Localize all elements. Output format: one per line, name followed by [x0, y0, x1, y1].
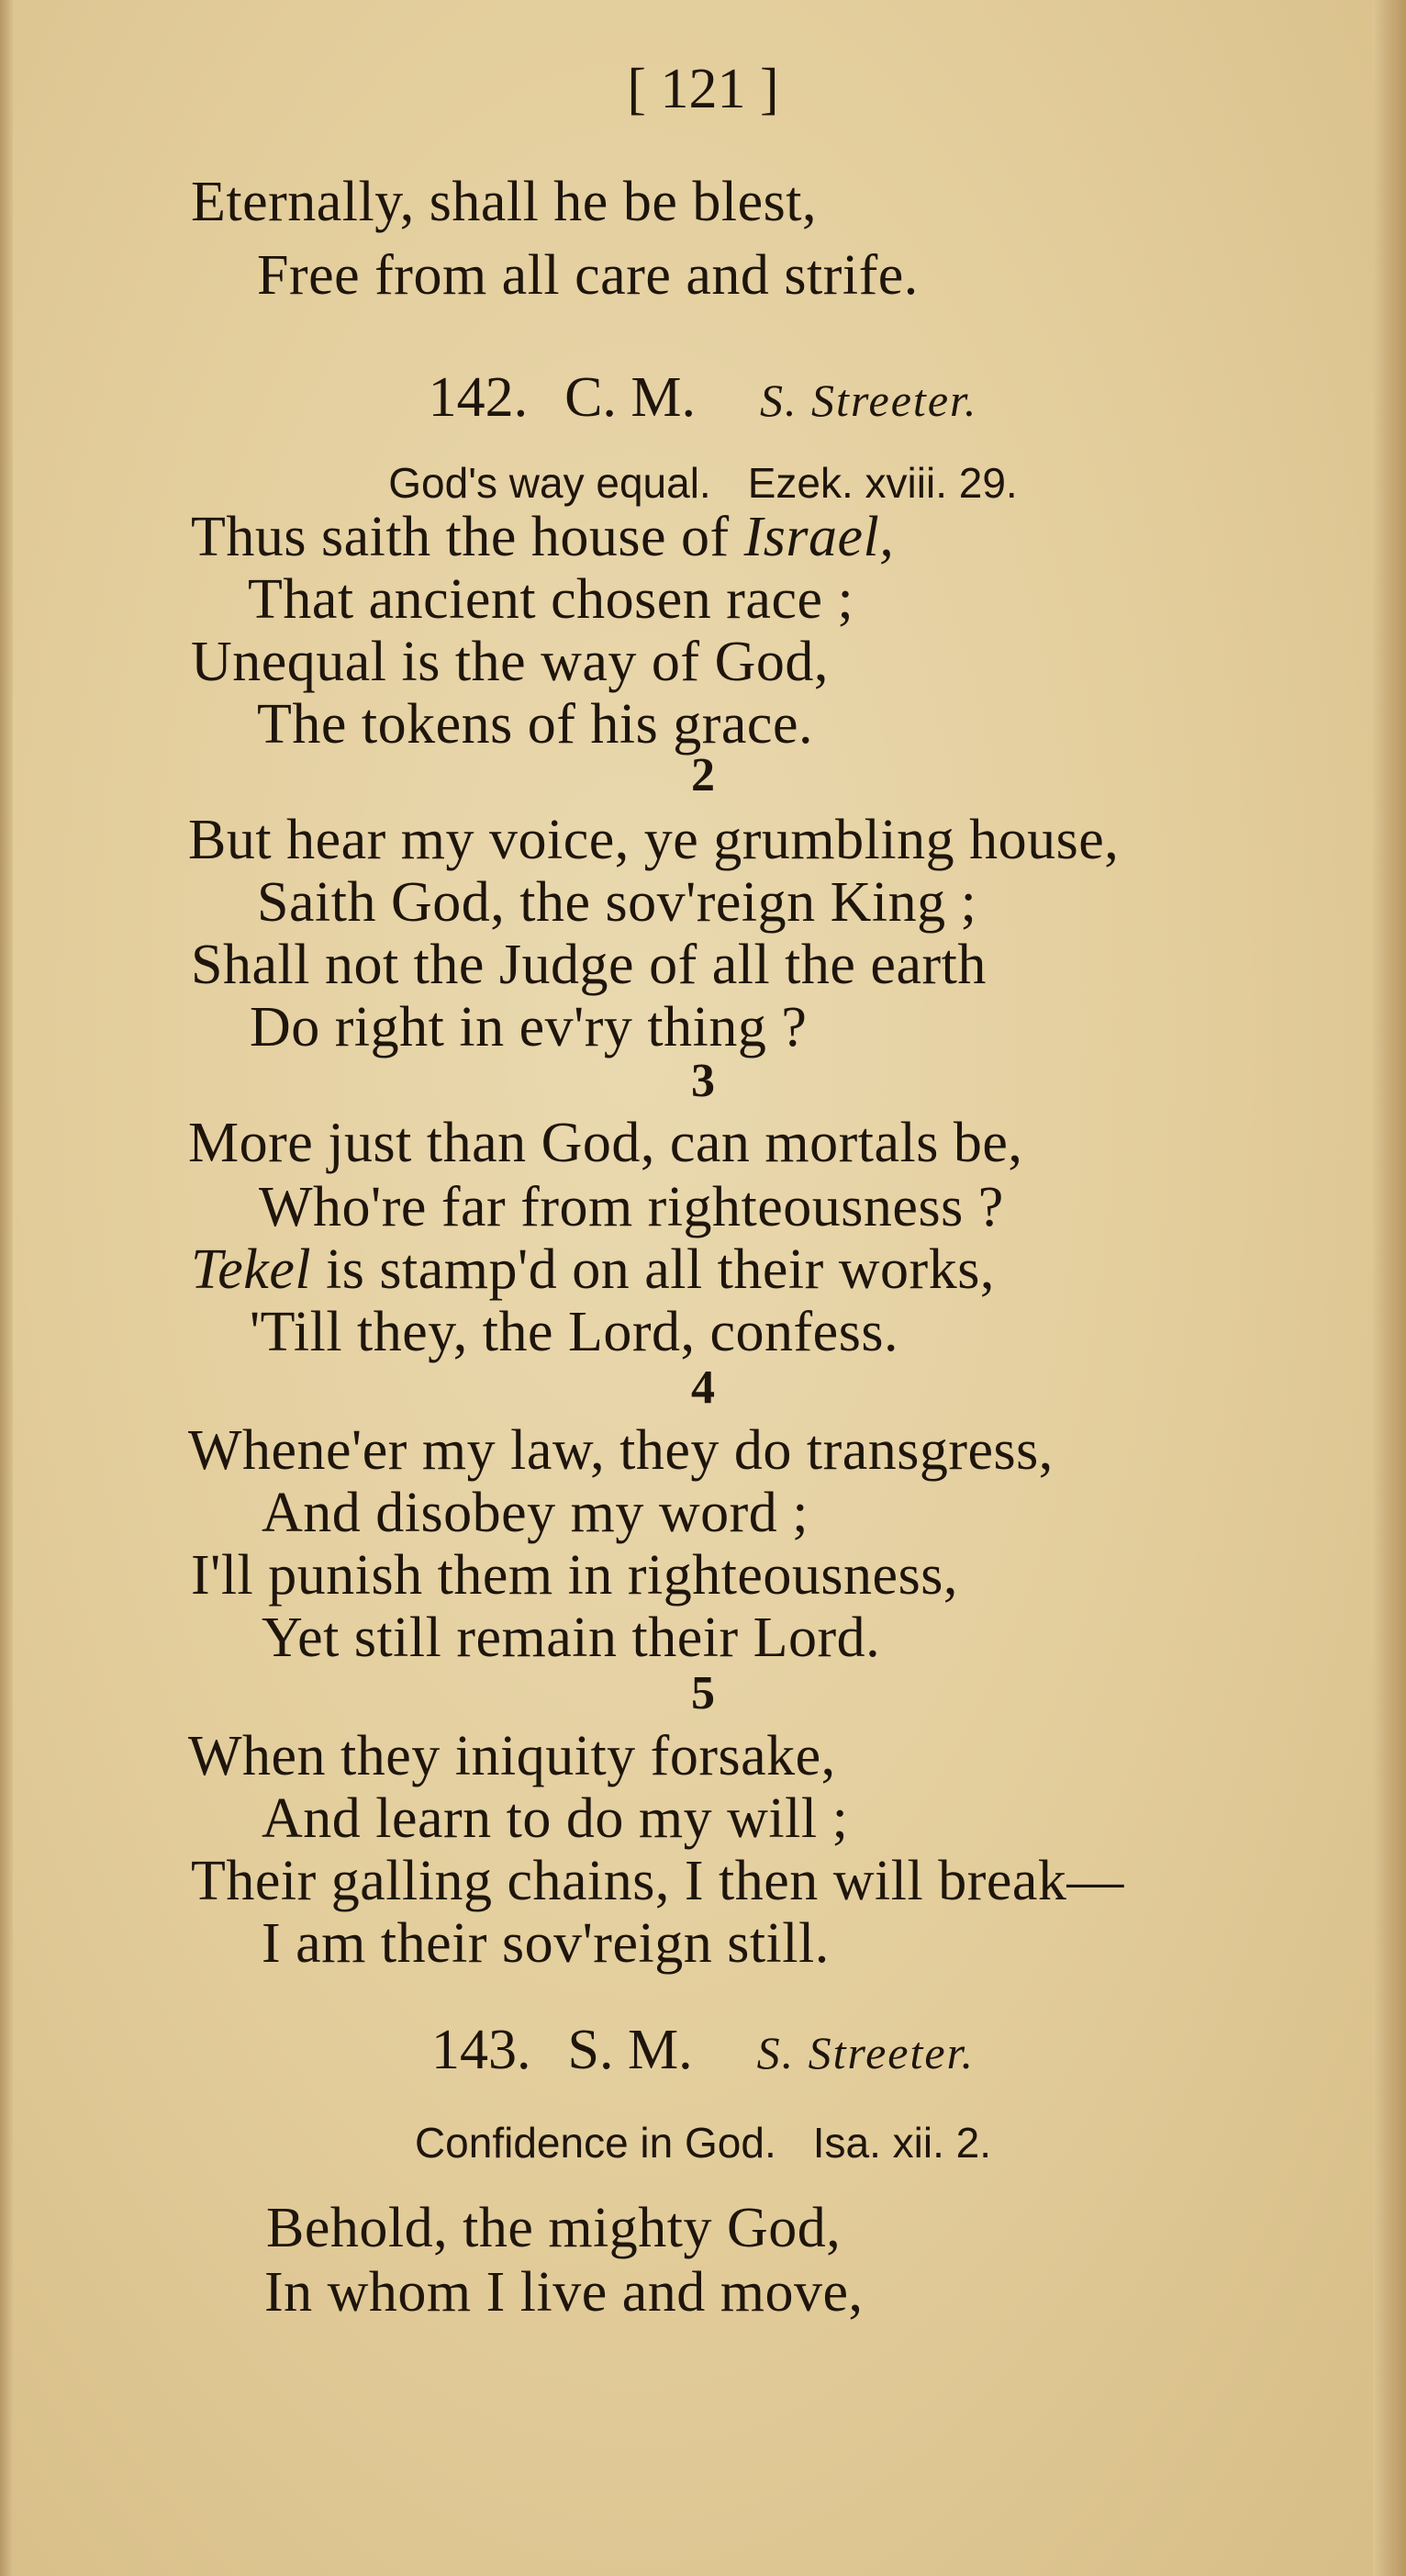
stanza-number-4: 4: [691, 1361, 715, 1414]
hymn-142-s4-line-3: I'll punish them in righteousness,: [191, 1544, 958, 1607]
continued-line-1: Eternally, shall he be blest,: [191, 171, 817, 233]
hymn-142-s4-line-4: Yet still remain their Lord.: [262, 1607, 881, 1669]
line-text: Thus saith the house of: [191, 506, 730, 568]
hymn-reference: Ezek. xviii. 29.: [747, 459, 1018, 507]
hymn-number: 143.: [431, 2019, 531, 2081]
hymn-143-s1-line-1: Behold, the mighty God,: [266, 2197, 842, 2259]
hymn-author: S. Streeter.: [760, 375, 978, 426]
hymn-142-s4-line-2: And disobey my word ;: [262, 1482, 809, 1544]
hymn-142-s3-line-1: More just than God, can mortals be,: [188, 1112, 1023, 1174]
hymn-142-s2-line-2: Saith God, the sov'reign King ;: [257, 871, 977, 934]
hymn-142-s2-line-1: But hear my voice, ye grumbling house,: [188, 809, 1120, 871]
stanza-number-3: 3: [691, 1055, 715, 1107]
hymn-number: 142.: [428, 366, 529, 429]
hymn-143-subject: [0, 2117, 1406, 2168]
page-number-header: [ 121 ]: [627, 58, 779, 120]
hymn-142-s3-line-3: [191, 1238, 995, 1302]
hymn-142-subject: [0, 457, 1406, 509]
hymn-142-s1-line-1: [191, 505, 894, 569]
hymn-142-s5-line-1: When they iniquity forsake,: [188, 1725, 836, 1787]
hymn-subject: Confidence in God.: [414, 2119, 776, 2167]
continued-line-2: Free from all care and strife.: [257, 244, 919, 307]
hymn-meter: C. M.: [564, 366, 697, 429]
hymn-142-s5-line-2: And learn to do my will ;: [262, 1787, 849, 1850]
hymn-142-s3-line-2: Who're far from righteousness ?: [259, 1176, 1004, 1238]
hymn-143-heading: [0, 2018, 1406, 2085]
hymn-142-s2-line-3: Shall not the Judge of all the earth: [191, 934, 987, 996]
hymn-142-heading: [0, 365, 1406, 432]
hymn-subject: God's way equal.: [388, 459, 711, 507]
line-text: is stamp'd on all their works,: [326, 1238, 995, 1301]
hymn-author: S. Streeter.: [756, 2027, 975, 2078]
hymn-142-s1-line-3: Unequal is the way of God,: [191, 631, 829, 693]
italic-word-tekel: Tekel: [191, 1238, 312, 1301]
hymn-reference: Isa. xii. 2.: [812, 2119, 992, 2167]
hymn-142-s2-line-4: Do right in ev'ry thing ?: [250, 996, 808, 1058]
stanza-number-5: 5: [691, 1667, 715, 1719]
hymn-142-s4-line-1: Whene'er my law, they do transgress,: [188, 1419, 1054, 1482]
hymn-142-s1-line-2: That ancient chosen race ;: [248, 568, 854, 631]
hymn-143-s1-line-2: In whom I live and move,: [264, 2261, 864, 2324]
italic-word-israel: Israel,: [743, 506, 895, 568]
hymn-142-s1-line-4: The tokens of his grace.: [257, 693, 813, 756]
stanza-number-2: 2: [691, 749, 715, 801]
hymn-meter: S. M.: [567, 2019, 693, 2081]
hymn-142-s5-line-3: Their galling chains, I then will break—: [191, 1850, 1124, 1912]
hymn-142-s3-line-4: 'Till they, the Lord, confess.: [250, 1301, 898, 1363]
hymn-142-s5-line-4: I am their sov'reign still.: [262, 1912, 830, 1975]
